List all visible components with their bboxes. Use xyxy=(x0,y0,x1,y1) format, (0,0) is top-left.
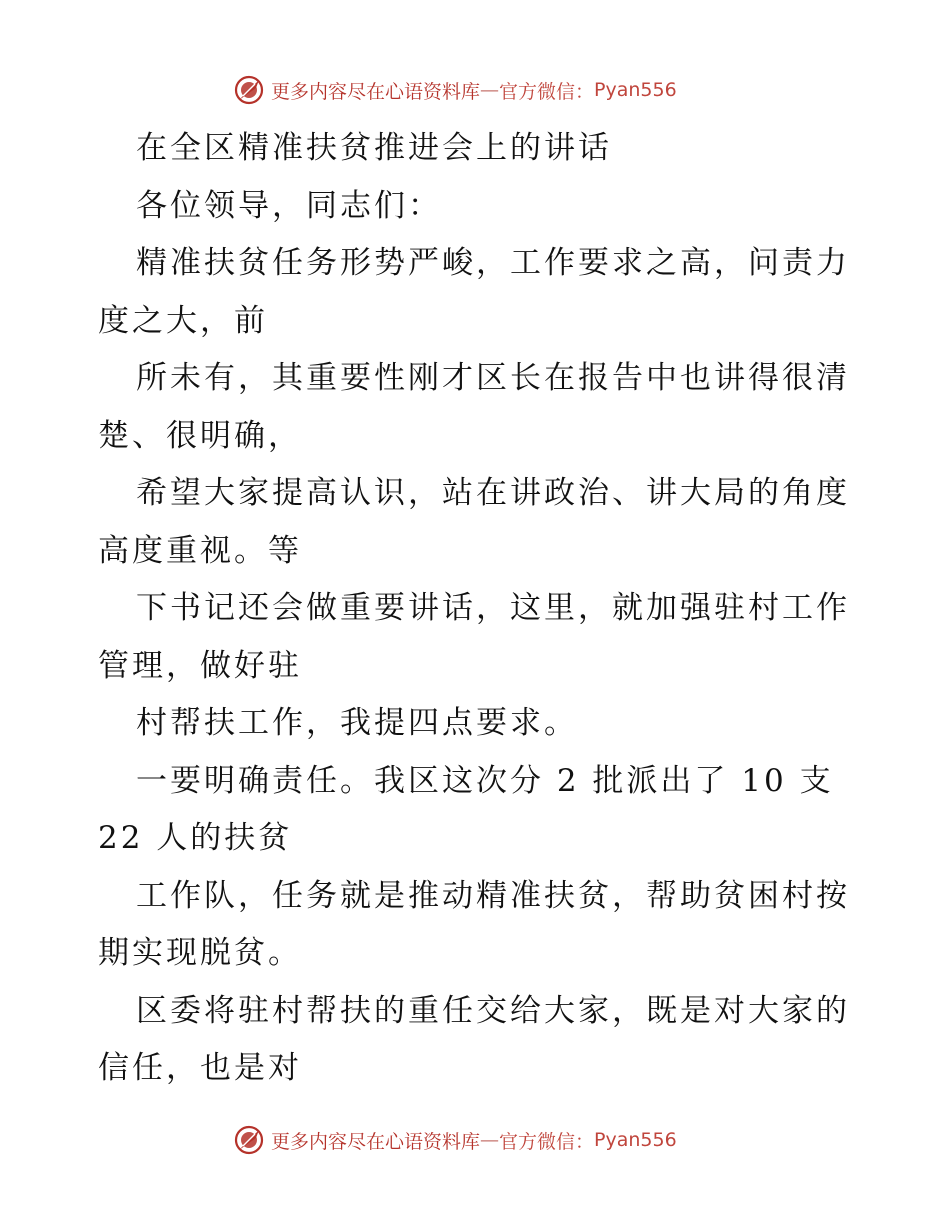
text-line: 希望大家提高认识，站在讲政治、讲大局的角度 xyxy=(136,475,850,511)
text-line: 精准扶贫任务形势严峻，工作要求之高，问责力 xyxy=(136,245,850,281)
text-line: 区委将驻村帮扶的重任交给大家，既是对大家的 xyxy=(136,992,850,1029)
watermark-footer xyxy=(233,1122,677,1158)
text-line: 楚、很明确， xyxy=(98,417,302,454)
text-line: 22 人的扶贫 xyxy=(98,820,293,856)
text-line: 一要明确责任。我区这次分 2 批派出了 10 支 xyxy=(136,762,834,799)
watermark-title: 更多内容尽在心语资料库 xyxy=(271,1130,481,1153)
watermark-wechat-id: Pyan556 xyxy=(594,1129,677,1151)
text-line: 管理，做好驻 xyxy=(98,647,302,684)
salutation: 各位领导，同志们： xyxy=(136,187,442,224)
watermark-wechat-label: 官方微信： xyxy=(499,80,595,103)
text-line: 高度重视。等 xyxy=(98,532,302,569)
watermark-header xyxy=(233,72,677,108)
quill-logo-icon xyxy=(233,74,265,106)
text-line: 度之大，前 xyxy=(98,302,268,339)
quill-logo-icon xyxy=(233,1124,265,1156)
watermark-title: 更多内容尽在心语资料库 xyxy=(271,80,481,103)
watermark-wechat-label: 官方微信： xyxy=(499,1130,595,1153)
text-line: 信任，也是对 xyxy=(98,1050,302,1086)
text-line: 所未有，其重要性刚才区长在报告中也讲得很清 xyxy=(136,360,850,396)
watermark-separator: — xyxy=(480,79,500,101)
text-line: 期实现脱贫。 xyxy=(98,935,302,971)
watermark-wechat-id: Pyan556 xyxy=(594,79,677,101)
text-line: 下书记还会做重要讲话，这里，就加强驻村工作 xyxy=(136,590,850,626)
text-line: 村帮扶工作，我提四点要求。 xyxy=(136,705,578,741)
watermark-separator: — xyxy=(480,1129,500,1151)
text-line: 工作队，任务就是推动精准扶贫，帮助贫困村按 xyxy=(136,877,850,914)
document-title: 在全区精准扶贫推进会上的讲话 xyxy=(136,130,612,166)
document-body xyxy=(98,120,858,1098)
